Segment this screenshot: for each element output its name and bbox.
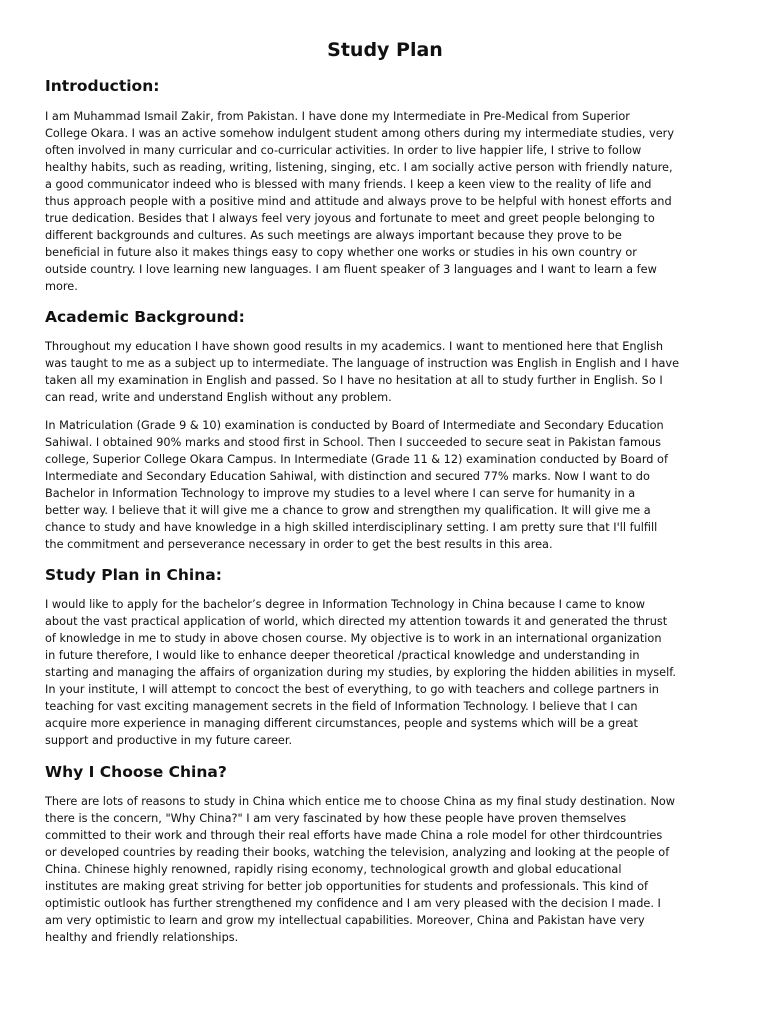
paragraph-line: In Matriculation (Grade 9 & 10) examination is conducted by Board of Intermediate and Secondary Education [45, 419, 664, 432]
paragraph-line: China. Chinese highly renowned, rapidly rising economy, technological growth and global educational [45, 863, 622, 876]
paragraph-line: committed to their work and through their real efforts have made China a role model for other thirdcountries [45, 829, 663, 842]
paragraph-line: support and productive in my future career. [45, 734, 293, 747]
paragraph-line: Intermediate and Secondary Education Sahiwal, with distinction and secured 77% marks. Now I want to do [45, 470, 650, 483]
paragraph-line: better way. I believe that it will give me a chance to grow and strengthen my qualification. It will give me a [45, 504, 651, 517]
paragraph-line: am very optimistic to learn and grow my intellectual capabilities. Moreover, China and Pakistan have very [45, 914, 645, 927]
paragraph-line: healthy and friendly relationships. [45, 931, 239, 944]
paragraph-line: In your institute, I will attempt to concoct the best of everything, to go with teachers and college partners in [45, 683, 659, 696]
paragraph-line: in future therefore, I would like to enhance deeper theoretical /practical knowledge and understanding in [45, 649, 640, 662]
paragraph-line: thus approach people with a positive mind and attitude and always prove to be helpful with honest efforts and [45, 195, 672, 208]
paragraph-line: starting and managing the affairs of organization during my studies, by exploring the hidden abilities in myself. [45, 666, 676, 679]
paragraph-line: can read, write and understand English without any problem. [45, 391, 392, 404]
paragraph-line: institutes are making great striving for better job opportunities for students and professionals. This kind of [45, 880, 648, 893]
paragraph-line: chance to study and have knowledge in a high skilled interdisciplinary setting. I am pretty sure that I'll fulfill [45, 521, 658, 534]
paragraph-line: acquire more experience in managing different circumstances, people and systems which will be a great [45, 717, 638, 730]
paragraph-introduction-1 [45, 108, 725, 295]
paragraph-line: beneficial in future also it makes things easy to copy whether one works or studies in his own country or [45, 246, 637, 259]
paragraph-line: often involved in many curricular and co-curricular activities. In order to live happier life, I strive to follow [45, 144, 642, 157]
paragraph-line: college, Superior College Okara Campus. In Intermediate (Grade 11 & 12) examination conducted by Board of [45, 453, 668, 466]
paragraph-line: taken all my examination in English and passed. So I have no hesitation at all to study further in English. So I [45, 374, 663, 387]
paragraph-line: or developed countries by reading their books, watching the television, analyzing and looking at the people of [45, 846, 670, 859]
paragraph-academic-background-1 [45, 338, 725, 406]
paragraph-line: outside country. I love learning new languages. I am fluent speaker of 3 languages and I want to learn a few [45, 263, 657, 276]
paragraph-line: more. [45, 280, 78, 293]
section-heading-academic-background: Academic Background: [45, 308, 245, 326]
section-heading-introduction: Introduction: [45, 77, 160, 95]
paragraph-line: healthy habits, such as reading, writing, listening, singing, etc. I am socially active person with friendly nature, [45, 161, 673, 174]
paragraph-line: different backgrounds and cultures. As such meetings are always important because they prove to be [45, 229, 622, 242]
paragraph-study-plan-in-china-1 [45, 596, 725, 749]
paragraph-line: College Okara. I was an active somehow indulgent student among others during my intermediate studies, very [45, 127, 675, 140]
paragraph-line: I am Muhammad Ismail Zakir, from Pakistan. I have done my Intermediate in Pre-Medical from Superior [45, 110, 630, 123]
paragraph-academic-background-2 [45, 417, 725, 553]
section-heading-why-i-choose-china: Why I Choose China? [45, 763, 227, 781]
paragraph-line: teaching for vast exciting management secrets in the field of Information Technology. I believe that I can [45, 700, 638, 713]
paragraph-line: Throughout my education I have shown good results in my academics. I want to mentioned here that English [45, 340, 664, 353]
paragraph-line: true dedication. Besides that I always feel very joyous and fortunate to meet and greet people belonging to [45, 212, 655, 225]
paragraph-line: optimistic outlook has further strengthened my confidence and I am very pleased with the decision I made. I [45, 897, 661, 910]
paragraph-line: there is the concern, "Why China?" I am very fascinated by how these people have proven themselves [45, 812, 627, 825]
paragraph-line: about the vast practical application of world, which directed my attention towards it and generated the thrust [45, 615, 668, 628]
paragraph-line: Bachelor in Information Technology to improve my studies to a level where I can serve for humanity in a [45, 487, 636, 500]
paragraph-why-i-choose-china-1 [45, 793, 725, 946]
paragraph-line: the commitment and perseverance necessary in order to get the best results in this area. [45, 538, 553, 551]
paragraph-line: Sahiwal. I obtained 90% marks and stood first in School. Then I succeeded to secure seat in Pakistan famous [45, 436, 661, 449]
paragraph-line: I would like to apply for the bachelor’s degree in Information Technology in China because I came to know [45, 598, 646, 611]
paragraph-line: There are lots of reasons to study in China which entice me to choose China as my final study destination. Now [45, 795, 676, 808]
paragraph-line: of knowledge in me to study in above chosen course. My objective is to work in an international organization [45, 632, 662, 645]
section-heading-study-plan-in-china: Study Plan in China: [45, 566, 222, 584]
paragraph-line: was taught to me as a subject up to intermediate. The language of instruction was English in English and I have [45, 357, 680, 370]
paragraph-line: a good communicator indeed who is blessed with many friends. I keep a keen view to the reality of life and [45, 178, 652, 191]
page-title: Study Plan [327, 39, 443, 61]
